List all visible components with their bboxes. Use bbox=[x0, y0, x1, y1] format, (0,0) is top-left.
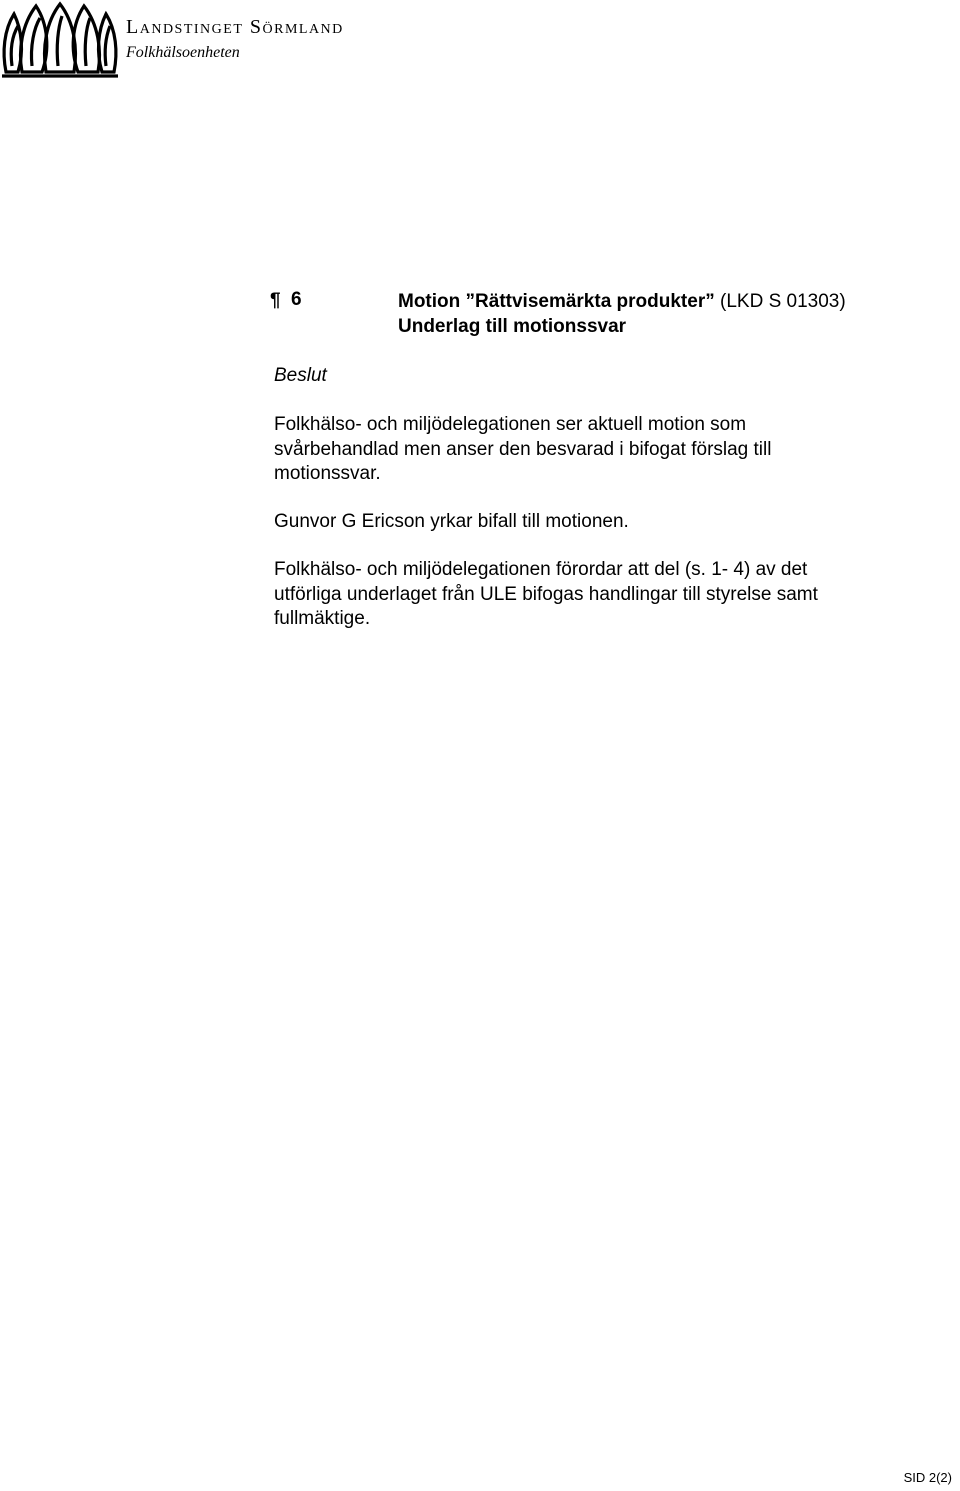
page-number: SID 2(2) bbox=[903, 1470, 952, 1485]
recommendation-paragraph: Folkhälso- och miljödelegationen förordar att del (s. 1- 4) av det utförliga underlaget från ULE bifogas handlingar till styrelse samt fullmäktige. bbox=[274, 559, 818, 629]
item-subtitle: Underlag till motionssvar bbox=[398, 316, 627, 337]
item-heading bbox=[398, 289, 846, 339]
org-unit: Folkhälsoenheten bbox=[126, 44, 240, 61]
org-name: Landstinget Sörmland bbox=[126, 16, 344, 38]
paragraph-mark: ¶ bbox=[270, 290, 281, 311]
item-number: 6 bbox=[291, 289, 302, 310]
item-title: Motion ”Rättvisemärkta produkter” bbox=[398, 291, 715, 312]
decision-paragraph: Folkhälso- och miljödelegationen ser aktuell motion som svårbehandlad men anser den besvarad i bifogat förslag till motionssvar. bbox=[274, 414, 772, 484]
item-reference: (LKD S 01303) bbox=[720, 291, 846, 312]
motion-paragraph: Gunvor G Ericson yrkar bifall till motionen. bbox=[274, 511, 629, 532]
landstinget-logo bbox=[0, 0, 410, 80]
lotus-emblem-icon bbox=[0, 0, 120, 80]
section-label: Beslut bbox=[274, 365, 327, 386]
